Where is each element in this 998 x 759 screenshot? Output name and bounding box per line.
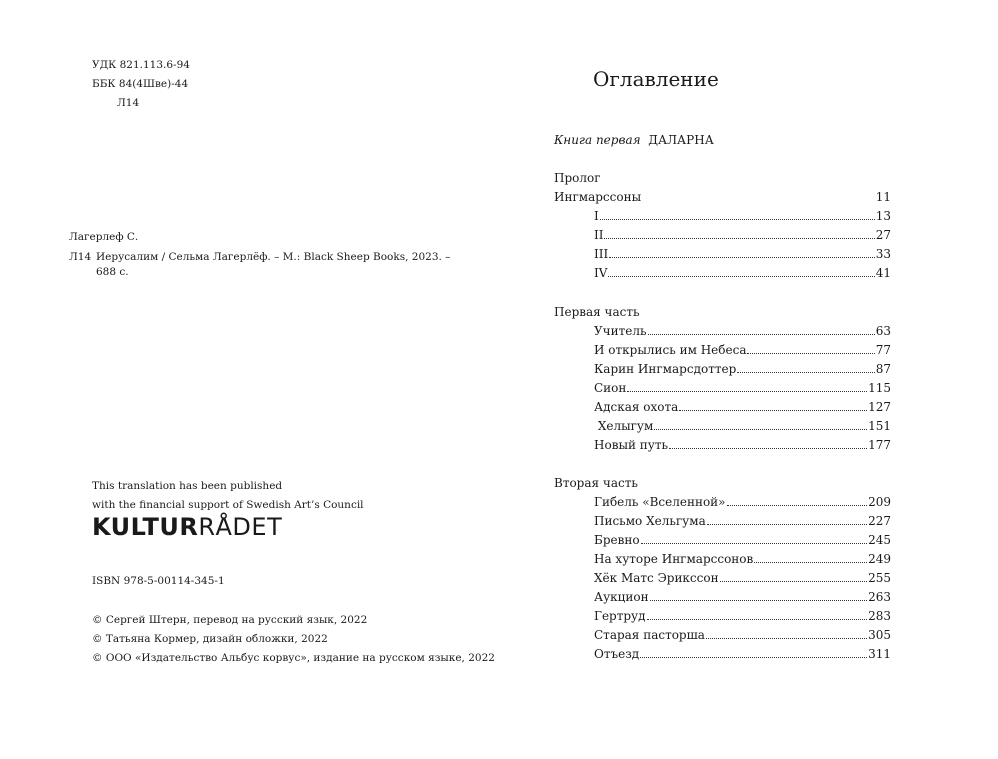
copyright-line: © ООО «Издательство Альбус корвус», издание на русском языке, 2022 (92, 652, 495, 664)
dot-leader (669, 447, 867, 449)
dot-leader (679, 409, 867, 411)
toc-entry-page: 245 (868, 533, 891, 547)
toc-entry[interactable] (594, 418, 891, 434)
toc-entry-label: Отъезд (594, 647, 640, 661)
toc-entry-label: Хёк Матс Эрикссон (594, 571, 719, 585)
logo-part-regular: RÅDET (198, 513, 283, 541)
dot-leader (608, 275, 874, 277)
toc-entry-label: Письмо Хельгума (594, 514, 706, 528)
toc-entry-page: 115 (868, 381, 891, 395)
book-label: Книга первая (554, 133, 641, 147)
toc-entry[interactable] (594, 627, 891, 643)
toc-entry[interactable] (594, 437, 891, 453)
logo-part-bold: KULTUR (92, 513, 199, 541)
toc-entry[interactable] (594, 399, 891, 415)
toc-entry[interactable] (554, 189, 891, 205)
toc-entry-page: 283 (868, 609, 891, 623)
section-part-one: Первая часть (554, 305, 640, 319)
page-title: Оглавление (593, 67, 719, 91)
toc-entry-page: 127 (868, 400, 891, 414)
dot-leader (648, 333, 875, 335)
toc-entry[interactable] (594, 208, 891, 224)
isbn: ISBN 978-5-00114-345-1 (92, 575, 225, 587)
dot-leader (654, 428, 867, 430)
dot-leader (727, 504, 868, 506)
toc-entry-label: Адская охота (594, 400, 679, 414)
toc-entry[interactable] (594, 551, 891, 567)
toc-entry[interactable] (594, 342, 891, 358)
copyright-line: © Татьяна Кормер, дизайн обложки, 2022 (92, 633, 328, 645)
toc-entry-label: Гертруд (594, 609, 646, 623)
toc-entry-page: 87 (875, 362, 891, 376)
toc-entry-page: 41 (875, 266, 891, 280)
dot-leader (650, 599, 868, 601)
toc-entry-label: IV (594, 266, 608, 280)
toc-entry-page: 33 (875, 247, 891, 261)
kulturradet-logo (92, 513, 282, 541)
toc-entry-page: 249 (868, 552, 891, 566)
toc-entry-page: 77 (875, 343, 891, 357)
toc-entry[interactable] (594, 589, 891, 605)
author-mark: Л14 (117, 97, 140, 109)
author-name: Лагерлеф С. (69, 231, 139, 243)
toc-entry-page: 227 (868, 514, 891, 528)
toc-entry-label: Гибель «Вселенной» (594, 495, 726, 509)
toc-entry[interactable] (594, 246, 891, 262)
dot-leader (641, 542, 868, 544)
catalog-code: Л14 (69, 251, 92, 263)
dot-leader (747, 352, 874, 354)
dot-leader (604, 237, 874, 239)
toc-entry[interactable] (594, 494, 891, 510)
dot-leader (706, 637, 867, 639)
toc-entry-page: 209 (868, 495, 891, 509)
toc-entry[interactable] (594, 227, 891, 243)
toc-entry[interactable] (594, 570, 891, 586)
toc-entry-label: Карин Ингмарсдоттер (594, 362, 737, 376)
book-heading (554, 132, 714, 148)
toc-entry-label: И открылись им Небеса (594, 343, 747, 357)
toc-entry[interactable] (594, 265, 891, 281)
dot-leader (640, 656, 867, 658)
catalog-description-line2: 688 с. (96, 266, 129, 278)
dot-leader (754, 561, 867, 563)
section-part-two: Вторая часть (554, 476, 638, 490)
toc-entry-label: Бревно (594, 533, 640, 547)
toc-entry-label: Учитель (594, 324, 647, 338)
copyright-line: © Сергей Штерн, перевод на русский язык, 2022 (92, 614, 368, 626)
toc-entry-page: 27 (875, 228, 891, 242)
toc-entry-page: 177 (868, 438, 891, 452)
toc-entry-page: 63 (875, 324, 891, 338)
bbk-code: ББК 84(4Шве)-44 (92, 78, 189, 90)
toc-entry-label: Сион (594, 381, 627, 395)
dot-leader (600, 218, 875, 220)
toc-entry-page: 11 (875, 190, 891, 204)
translation-note-line2: with the financial support of Swedish Art’s Council (92, 499, 364, 511)
toc-entry[interactable] (594, 532, 891, 548)
toc-entry-label: III (594, 247, 609, 261)
toc-entry-page: 255 (868, 571, 891, 585)
toc-entry-page: 263 (868, 590, 891, 604)
toc-entry-label: Новый путь (594, 438, 669, 452)
toc-entry-page: 305 (868, 628, 891, 642)
toc-entry[interactable] (594, 361, 891, 377)
dot-leader (737, 371, 874, 373)
book-name: ДАЛАРНА (648, 133, 714, 147)
translation-note-line1: This translation has been published (92, 480, 283, 492)
toc-entry-page: 13 (875, 209, 891, 223)
dot-leader (627, 390, 867, 392)
dot-leader (647, 618, 868, 620)
toc-entry-label: Старая пасторша (594, 628, 705, 642)
toc-entry-page: 311 (868, 647, 891, 661)
udk-code: УДК 821.113.6-94 (92, 59, 190, 71)
catalog-description-line1: Иерусалим / Сельма Лагерлёф. – М.: Black Sheep Books, 2023. – (96, 251, 451, 263)
toc-entry-label: Ингмарссоны (554, 190, 642, 204)
toc-entry-label: I (594, 209, 599, 223)
toc-entry-label: На хуторе Ингмарссонов (594, 552, 754, 566)
toc-entry-page: 151 (868, 419, 891, 433)
toc-entry-label: II (594, 228, 604, 242)
toc-entry[interactable] (594, 380, 891, 396)
toc-entry-label: Хелыгум (594, 419, 654, 433)
dot-leader (707, 523, 867, 525)
toc-entry[interactable] (594, 608, 891, 624)
toc-entry[interactable] (594, 646, 891, 662)
toc-entry[interactable] (594, 513, 891, 529)
toc-entry-label: Аукцион (594, 590, 649, 604)
section-prolog: Пролог (554, 171, 601, 185)
toc-entry[interactable] (594, 323, 891, 339)
dot-leader (609, 256, 874, 258)
dot-leader (720, 580, 867, 582)
